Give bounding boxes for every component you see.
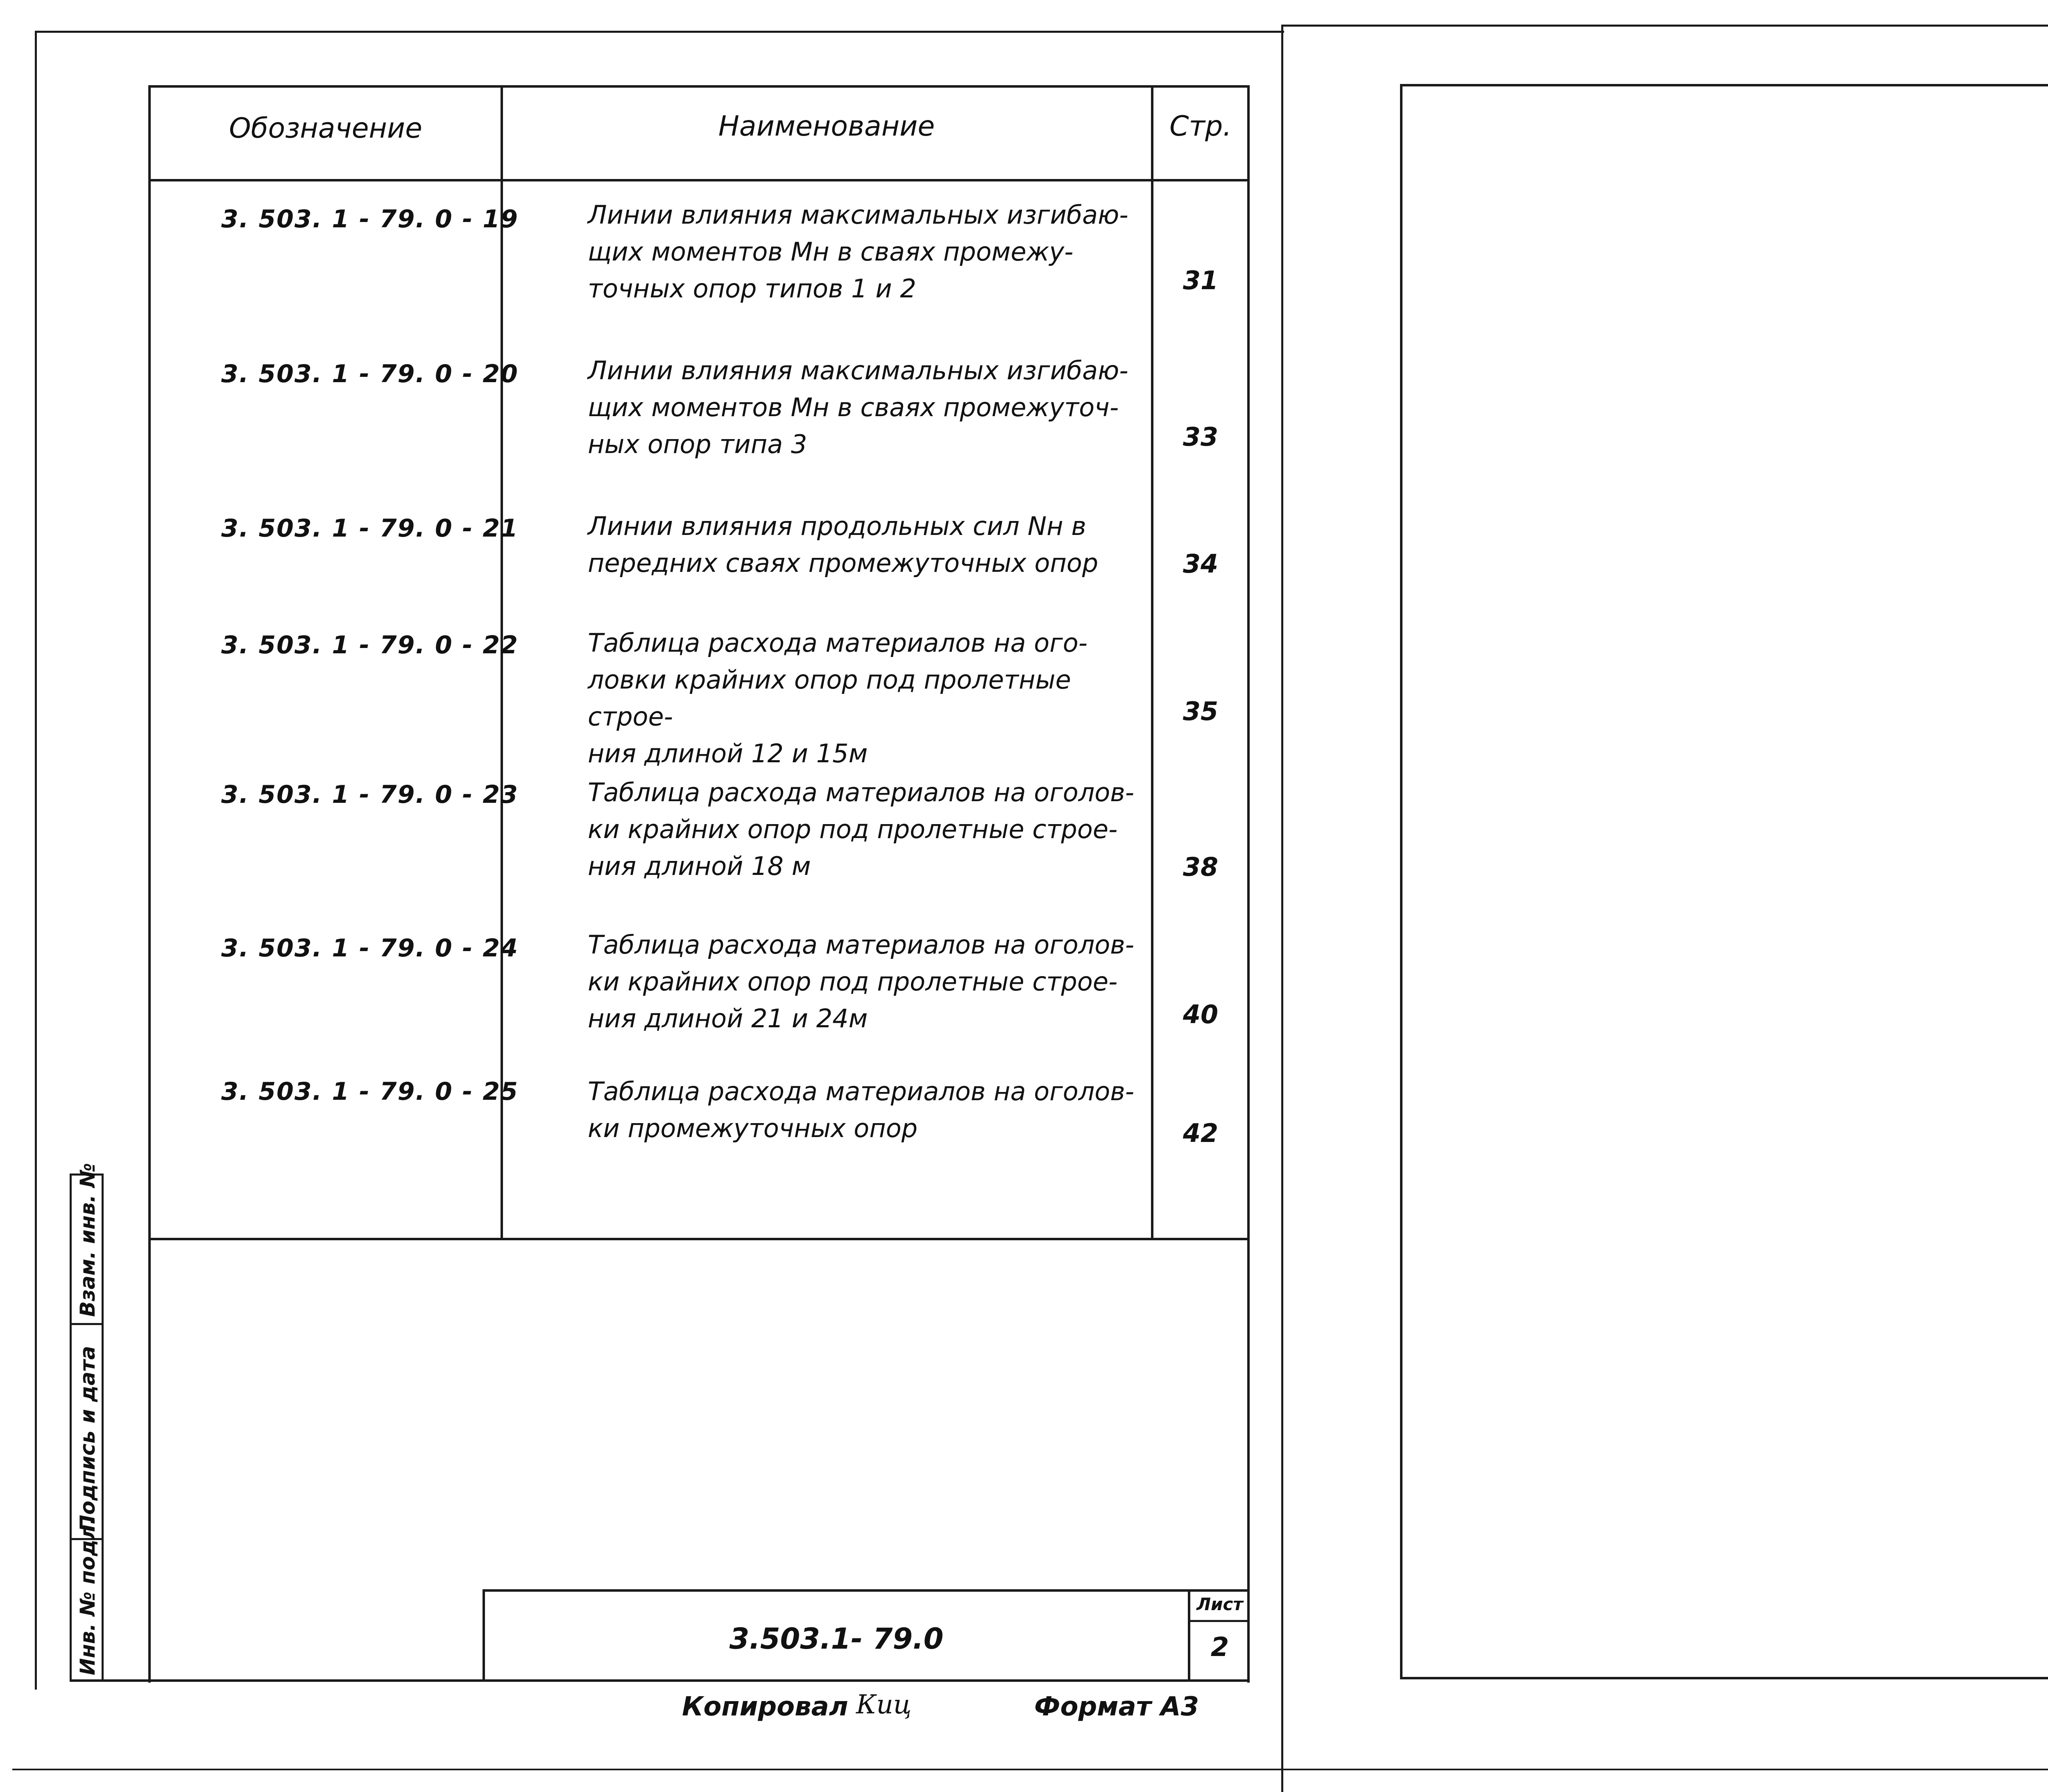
table-top-border — [150, 85, 1249, 88]
row-code: 3. 503. 1 - 79. 0 - 19 — [221, 205, 519, 233]
bottom-edge — [12, 1769, 2048, 1770]
row-code: 3. 503. 1 - 79. 0 - 21 — [221, 514, 519, 543]
row-page: 33 — [1183, 422, 1219, 452]
table-body-bottom — [150, 1238, 1249, 1240]
table-bottom-border — [70, 1679, 1249, 1682]
row-name: Таблица расхода материалов на ого- ловки крайних опор под пролетные строе- ния длиной 12 и 15м — [588, 628, 1088, 768]
row-name: Таблица расхода материалов на оголов- ки крайних опор под пролетные строе- ния длиной 21 и 24м — [588, 930, 1135, 1033]
header-name: Наименование — [718, 110, 935, 143]
table-left-border — [148, 85, 151, 1683]
row-page: 34 — [1183, 549, 1219, 579]
row-code: 3. 503. 1 - 79. 0 - 25 — [221, 1077, 519, 1106]
table-header-bottom — [150, 179, 1249, 181]
side-stamp-left — [70, 1174, 72, 1681]
row-page: 42 — [1183, 1118, 1219, 1148]
stamp-replacement-inv: Взам. инв. № — [76, 1163, 100, 1317]
right-sheet-frame — [1400, 84, 2048, 1679]
side-stamp-sep1 — [70, 1323, 102, 1325]
row-page: 31 — [1183, 265, 1219, 295]
header-page: Стр. — [1169, 110, 1232, 143]
title-block-sheet-sep — [1188, 1620, 1249, 1622]
stamp-signature-date: Подпись и дата — [76, 1346, 100, 1532]
row-code: 3. 503. 1 - 79. 0 - 24 — [221, 934, 519, 963]
copied-signature: Киц — [856, 1690, 912, 1720]
right-sheet-top-border — [1283, 25, 2048, 27]
sheet-divider — [1281, 25, 1283, 1792]
header-designation: Обозначение — [229, 112, 422, 145]
title-block-top — [483, 1589, 1249, 1592]
row-page: 38 — [1183, 852, 1219, 882]
row-name: Линии влияния продольных сил Nн в передних сваях промежуточных опор — [588, 511, 1099, 578]
title-block-sheet-label: Лист — [1196, 1594, 1243, 1614]
row-name: Таблица расхода материалов на оголов- ки крайних опор под пролетные строе- ния длиной 18 м — [588, 777, 1135, 881]
table-right-border — [1247, 85, 1250, 1683]
row-name: Таблица расхода материалов на оголов- ки промежуточных опор — [588, 1076, 1135, 1143]
title-block-designation: 3.503.1- 79.0 — [729, 1622, 944, 1656]
row-code: 3. 503. 1 - 79. 0 - 23 — [221, 780, 519, 809]
row-page: 40 — [1183, 999, 1219, 1029]
row-code: 3. 503. 1 - 79. 0 - 20 — [221, 360, 519, 388]
copied-label: Копировал — [682, 1692, 848, 1722]
row-code: 3. 503. 1 - 79. 0 - 22 — [221, 631, 519, 659]
row-name: Линии влияния максимальных изгибаю- щих моментов Мн в сваях промежу- точных опор типов 1 и 2 — [588, 200, 1128, 304]
row-page: 35 — [1183, 696, 1219, 726]
format-label: Формат А3 — [1034, 1692, 1199, 1722]
row-name: Линии влияния максимальных изгибаю- щих моментов Мн в сваях промежуточ- ных опор типа 3 — [588, 356, 1128, 459]
left-sheet-top-border — [35, 31, 1284, 33]
table-col1-divider — [501, 85, 503, 1240]
stamp-inv-no: Инв. № подл. — [76, 1517, 100, 1675]
title-block-sheet-number: 2 — [1210, 1632, 1229, 1663]
side-stamp-right — [102, 1174, 104, 1681]
left-sheet-left-border — [35, 31, 37, 1690]
